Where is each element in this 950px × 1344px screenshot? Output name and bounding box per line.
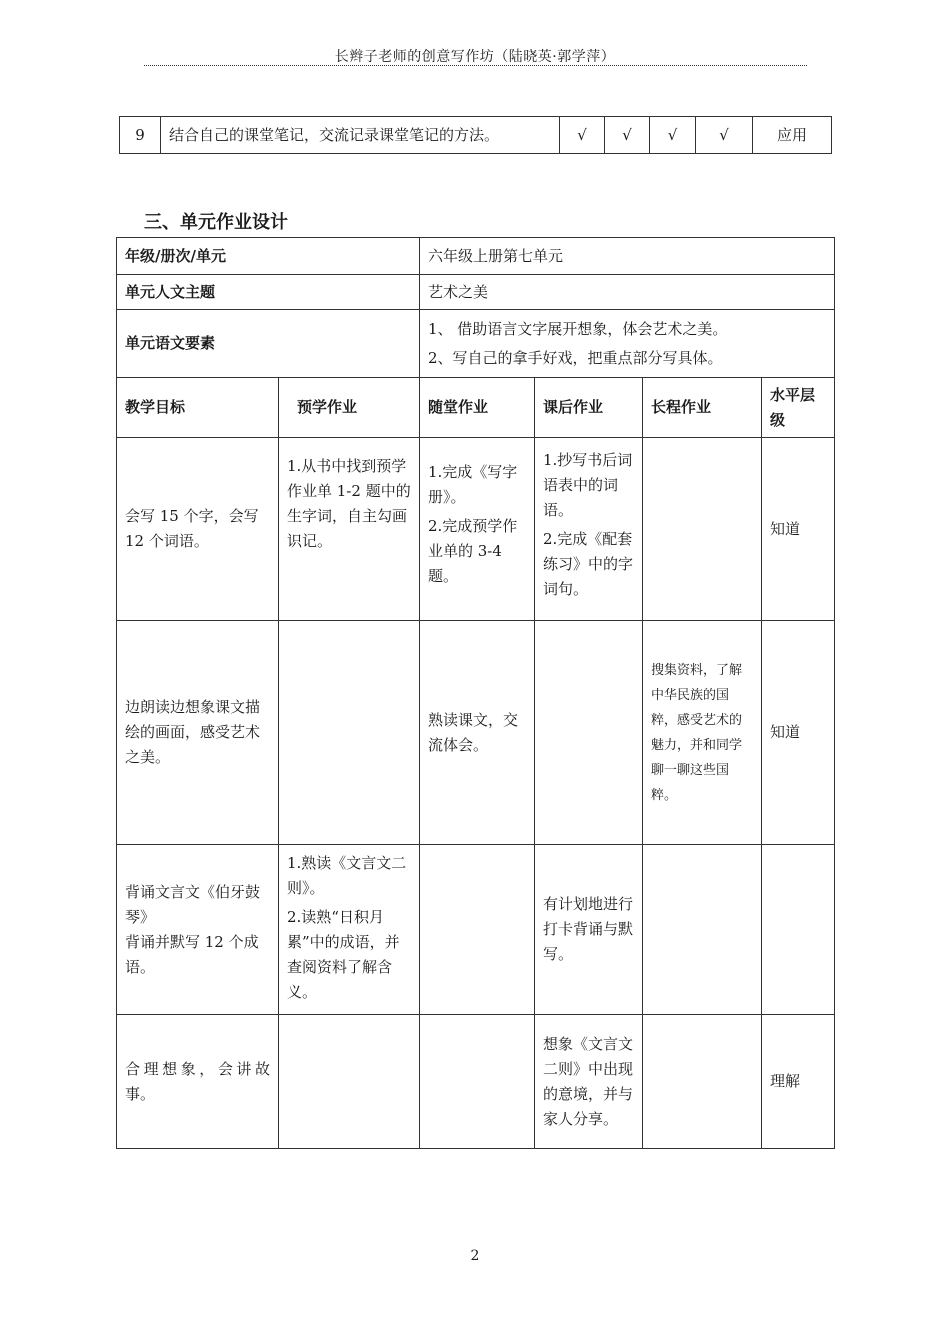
class-cell [420,438,535,621]
after-item: 2.完成《配套练习》中的字词句。 [543,530,634,598]
theme-value: 艺术之美 [420,275,835,310]
table-row [117,275,835,310]
after-cell [535,845,643,1015]
pre-cell [279,1015,420,1149]
pre-item: 1.熟读《文言文二则》。 [287,854,407,897]
grade-label: 年级/册次/单元 [117,238,420,275]
table-row [117,378,835,438]
grade-value: 六年级上册第七单元 [420,238,835,275]
header-goal: 教学目标 [117,378,279,438]
table-row [117,238,835,275]
elements-label: 单元语文要素 [117,310,420,378]
long-item: 搜集资料，了解中华民族的国粹，感受艺术的魅力，并和同学聊一聊这些国粹。 [651,662,743,803]
after-cell [535,621,643,845]
long-cell [643,1015,762,1149]
goal-line: 背诵并默写 12 个成语。 [125,932,259,976]
pre-cell [279,845,420,1015]
level-cell: 知道 [762,438,835,621]
header-divider [144,65,807,66]
row-level: 应用 [753,117,832,154]
page-header: 长辫子老师的创意写作坊（陆晓英·郭学萍） [334,49,616,65]
table-row [120,117,832,154]
long-cell [643,845,762,1015]
elements-value [420,310,835,378]
table-row [117,438,835,621]
pre-cell [279,438,420,621]
level-cell: 理解 [762,1015,835,1149]
after-item: 想象《文言文二则》中出现的意境，并与家人分享。 [543,1034,634,1128]
goal-cell: 会写 15 个字，会写 12 个词语。 [117,438,279,621]
class-cell [420,1015,535,1149]
check-mark: √ [650,117,696,154]
theme-label: 单元人文主题 [117,275,420,310]
row-content: 结合自己的课堂笔记，交流记录课堂笔记的方法。 [161,117,560,154]
goal-cell [117,845,279,1015]
class-cell [420,621,535,845]
check-mark: √ [605,117,650,154]
pre-item: 2.读熟“日积月累”中的成语，并查阅资料了解含义。 [287,908,400,1001]
table-row [117,1015,835,1149]
activity-table [119,116,832,154]
after-item: 有计划地进行打卡背诵与默写。 [543,895,634,963]
level-cell [762,845,835,1015]
goal-cell: 合理想象，会讲故事。 [117,1015,279,1149]
long-cell [643,621,762,845]
after-item: 1.抄写书后词语表中的词语。 [543,451,633,519]
goal-cell: 边朗读边想象课文描绘的画面，感受艺术之美。 [117,621,279,845]
check-mark: √ [696,117,753,154]
section-title: 三、单元作业设计 [144,212,288,233]
class-cell [420,845,535,1015]
unit-design-table [116,237,835,1149]
level-cell: 知道 [762,621,835,845]
table-row [117,310,835,378]
header-class: 随堂作业 [420,378,535,438]
page-number: 2 [470,1248,480,1264]
goal-line: 背诵文言文《伯牙鼓琴》 [125,882,261,926]
check-mark: √ [560,117,605,154]
after-cell [535,438,643,621]
element-item: 1、 借助语言文字展开想象，体会艺术之美。 [428,319,728,338]
row-number: 9 [120,117,161,154]
pre-cell [279,621,420,845]
header-after: 课后作业 [535,378,643,438]
element-item: 2、写自己的拿手好戏，把重点部分写具体。 [428,348,723,367]
pre-item: 1.从书中找到预学作业单 1-2 题中的生字词，自主勾画识记。 [287,457,411,550]
class-item: 2.完成预学作业单的 3-4 题。 [428,517,518,585]
header-level: 水平层级 [762,378,835,438]
class-item: 熟读课文，交流体会。 [428,710,519,754]
after-cell [535,1015,643,1149]
table-row [117,845,835,1015]
header-pre: 预学作业 [279,378,420,438]
class-item: 1.完成《写字册》。 [428,463,518,506]
long-cell [643,438,762,621]
table-row [117,621,835,845]
header-long: 长程作业 [643,378,762,438]
